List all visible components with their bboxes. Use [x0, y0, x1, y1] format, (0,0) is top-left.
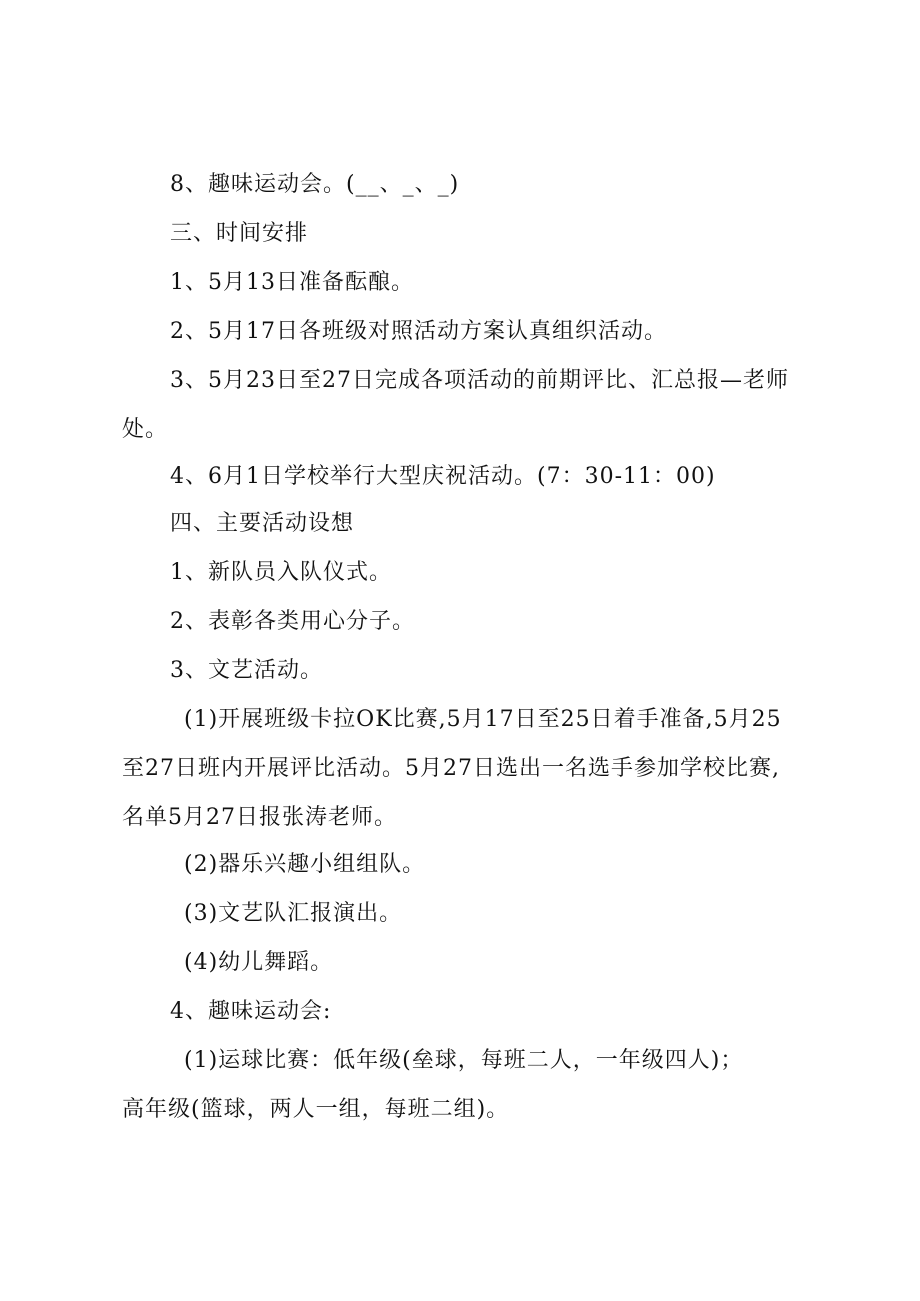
text-line: 1、新队员入队仪式。 [170, 560, 392, 585]
text-line: 3、5月23日至27日完成各项活动的前期评比、汇总报—老师 [170, 368, 789, 393]
text-line: 8、趣味运动会。(__、_、_) [170, 172, 460, 197]
text-line: 至27日班内开展评比活动。5月27日选出一名选手参加学校比赛, [122, 756, 780, 781]
text-line: 高年级(篮球，两人一组，每班二组)。 [122, 1097, 510, 1122]
section-heading: 三、时间安排 [170, 221, 309, 246]
text-line: 处。 [122, 417, 169, 442]
text-line: 3、文艺活动。 [170, 658, 323, 683]
text-line: (4)幼儿舞蹈。 [184, 950, 334, 975]
section-heading: 四、主要活动设想 [170, 511, 355, 536]
text-line: 4、趣味运动会: [170, 999, 332, 1024]
text-line: (1)运球比赛：低年级(垒球，每班二人，一年级四人)； [184, 1048, 744, 1073]
text-line: 1、5月13日准备酝酿。 [170, 270, 414, 295]
text-line: 2、5月17日各班级对照活动方案认真组织活动。 [170, 319, 667, 344]
text-line: (1)开展班级卡拉OK比赛,5月17日至25日着手准备,5月25 [184, 707, 782, 732]
text-line: 名单5月27日报张涛老师。 [122, 805, 397, 830]
text-line: (3)文艺队汇报演出。 [184, 901, 403, 926]
text-line: (2)器乐兴趣小组组队。 [184, 852, 426, 877]
text-line: 2、表彰各类用心分子。 [170, 609, 415, 634]
text-line: 4、6月1日学校举行大型庆祝活动。(7：30-11：00) [170, 464, 716, 489]
